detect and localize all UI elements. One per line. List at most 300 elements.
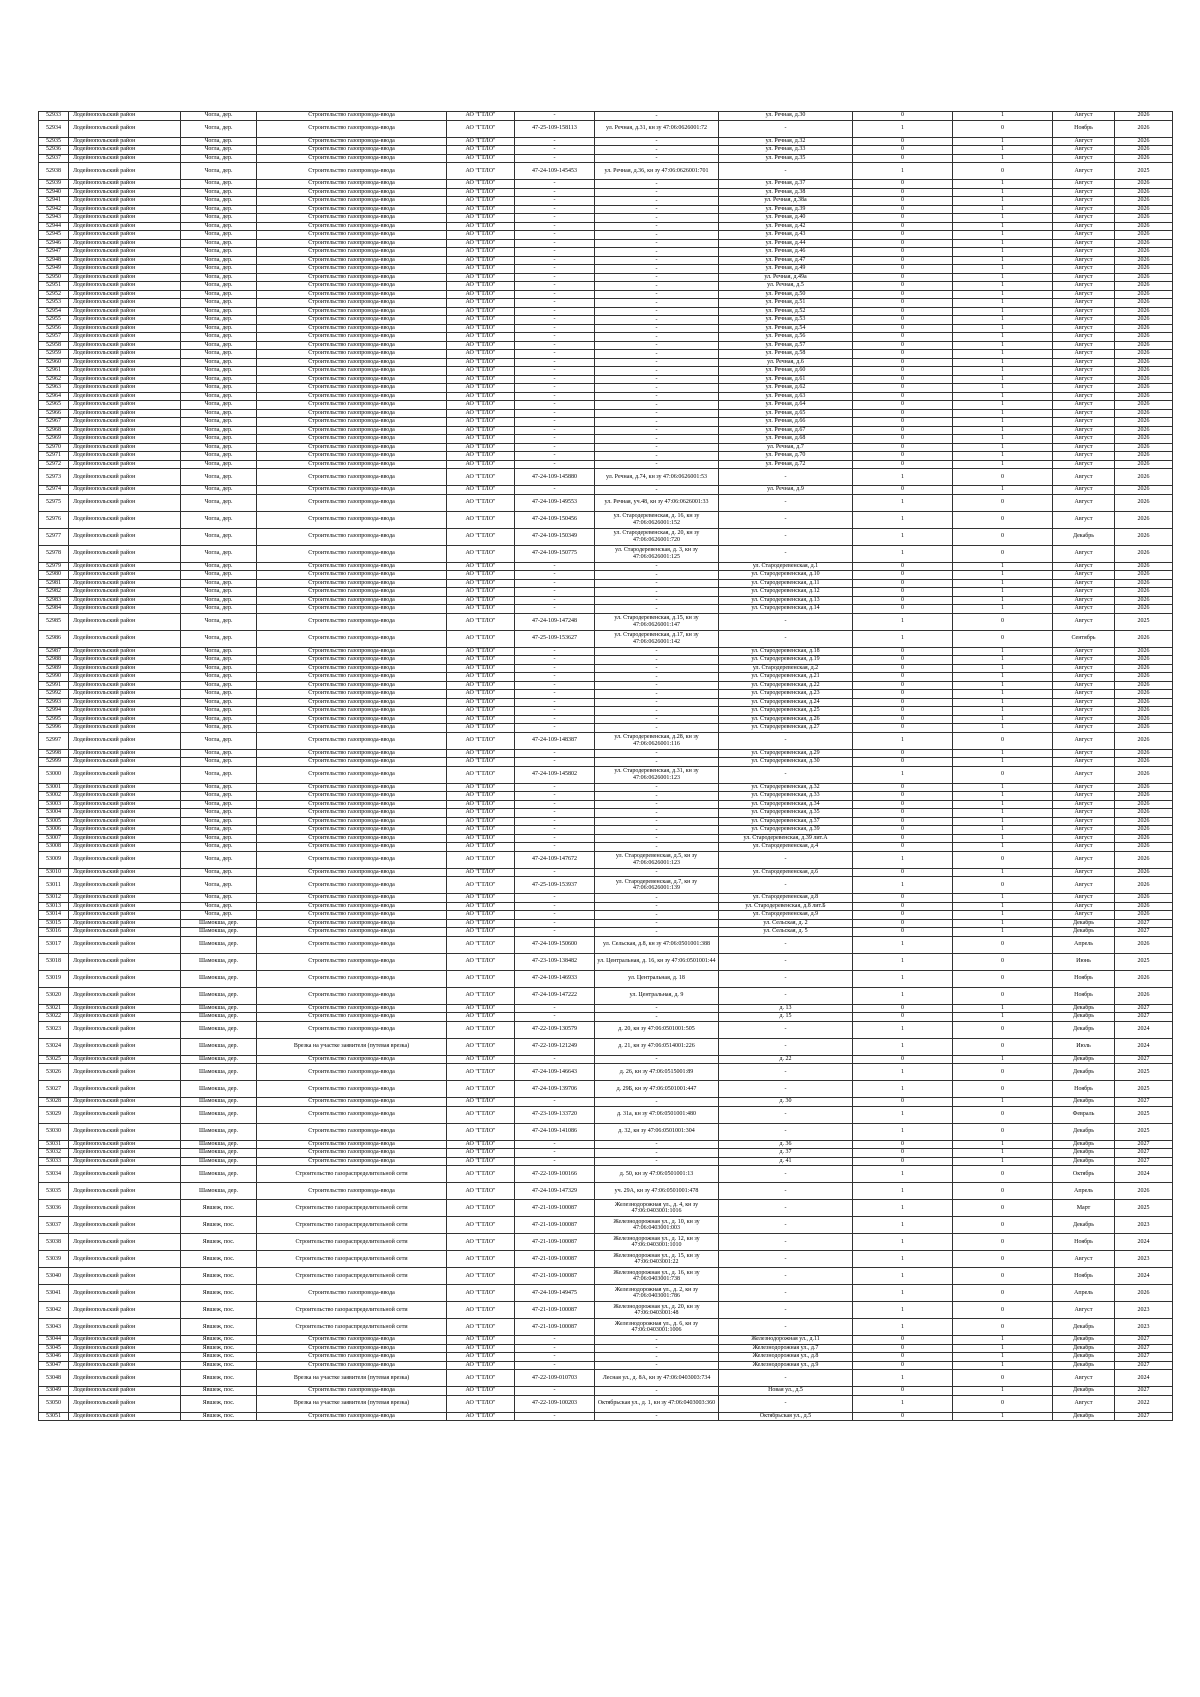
cell-year: 2026 xyxy=(1115,690,1173,699)
cell-work-type: Строительство газопровода-ввода xyxy=(257,180,447,189)
cell-district: Лодейнопольский район xyxy=(69,545,181,562)
table-row xyxy=(39,494,1173,511)
cell-work-type: Строительство газопровода-ввода xyxy=(257,894,447,903)
cell-work-type: Строительство газопровода-ввода xyxy=(257,214,447,223)
cell-year: 2023 xyxy=(1115,1217,1173,1234)
table-row xyxy=(39,843,1173,852)
cell-year: 2027 xyxy=(1115,1013,1173,1022)
cell-address: ул. Речная, д.40 xyxy=(719,214,853,223)
cell-application-number: 47-23-109-133720 xyxy=(515,1106,595,1123)
cell-organization: АО "ГТЛО" xyxy=(447,375,515,384)
cell-settlement: Чогла, дер. xyxy=(181,826,257,835)
cell-row-number: 53010 xyxy=(39,868,69,877)
cell-count-b: 1 xyxy=(953,656,1053,665)
cell-month: Август xyxy=(1053,690,1115,699)
cell-work-type: Строительство газопровода-ввода xyxy=(257,290,447,299)
cell-settlement: Шамокша, дер. xyxy=(181,919,257,928)
cell-application-number: 47-24-109-149553 xyxy=(515,494,595,511)
cell-row-number: 53011 xyxy=(39,877,69,894)
cell-settlement: Чогла, дер. xyxy=(181,163,257,180)
cell-settlement: Чогла, дер. xyxy=(181,418,257,427)
cell-settlement: Чогла, дер. xyxy=(181,469,257,486)
cell-settlement: Чогла, дер. xyxy=(181,783,257,792)
cell-application-number: - xyxy=(515,324,595,333)
cell-district: Лодейнопольский район xyxy=(69,792,181,801)
cell-work-type: Строительство газопровода-ввода xyxy=(257,851,447,868)
table-row xyxy=(39,1038,1173,1055)
cell-year: 2026 xyxy=(1115,647,1173,656)
cell-organization: АО "ГТЛО" xyxy=(447,1412,515,1421)
cell-organization: АО "ГТЛО" xyxy=(447,928,515,937)
cell-cadastral-address: - xyxy=(595,180,719,189)
cell-organization: АО "ГТЛО" xyxy=(447,418,515,427)
table-row xyxy=(39,834,1173,843)
table-row xyxy=(39,758,1173,767)
cell-count-a: 1 xyxy=(853,732,953,749)
table-row xyxy=(39,367,1173,376)
cell-work-type: Строительство газопровода-ввода xyxy=(257,350,447,359)
cell-address: д. 36 xyxy=(719,1140,853,1149)
cell-organization: АО "ГТЛО" xyxy=(447,469,515,486)
cell-year: 2026 xyxy=(1115,707,1173,716)
cell-month: Август xyxy=(1053,341,1115,350)
cell-application-number: - xyxy=(515,1098,595,1107)
cell-month: Август xyxy=(1053,732,1115,749)
cell-settlement: Шамокша, дер. xyxy=(181,1106,257,1123)
cell-cadastral-address: Железнодорожная ул., д. 16, кн зу 47:06:0403001:738 xyxy=(595,1268,719,1285)
cell-cadastral-address: - xyxy=(595,248,719,257)
cell-address: ул. Стародеревенская, д.14 xyxy=(719,605,853,614)
cell-application-number: - xyxy=(515,231,595,240)
table-row xyxy=(39,248,1173,257)
cell-application-number: - xyxy=(515,205,595,214)
cell-application-number: - xyxy=(515,197,595,206)
cell-work-type: Строительство газопровода-ввода xyxy=(257,197,447,206)
cell-work-type: Строительство газопровода-ввода xyxy=(257,163,447,180)
cell-address: ул. Стародеревенская, д.34 xyxy=(719,800,853,809)
table-row xyxy=(39,1336,1173,1345)
table-row xyxy=(39,707,1173,716)
cell-year: 2026 xyxy=(1115,894,1173,903)
cell-row-number: 52933 xyxy=(39,112,69,121)
cell-month: Август xyxy=(1053,715,1115,724)
cell-district: Лодейнопольский район xyxy=(69,868,181,877)
table-row xyxy=(39,732,1173,749)
cell-address: Новая ул., д.5 xyxy=(719,1387,853,1396)
cell-district: Лодейнопольский район xyxy=(69,486,181,495)
cell-cadastral-address: - xyxy=(595,1157,719,1166)
cell-year: 2027 xyxy=(1115,919,1173,928)
cell-district: Лодейнопольский район xyxy=(69,673,181,682)
cell-work-type: Строительство газораспределительной сети xyxy=(257,1166,447,1183)
cell-count-b: 0 xyxy=(953,1166,1053,1183)
cell-count-a: 0 xyxy=(853,1336,953,1345)
cell-cadastral-address: - xyxy=(595,894,719,903)
cell-month: Август xyxy=(1053,358,1115,367)
cell-cadastral-address: Железнодорожная ул., д. 15, кн зу 47:06:0403001:22 xyxy=(595,1251,719,1268)
cell-count-a: 0 xyxy=(853,1140,953,1149)
table-row xyxy=(39,222,1173,231)
cell-count-b: 1 xyxy=(953,231,1053,240)
cell-organization: АО "ГТЛО" xyxy=(447,1123,515,1140)
cell-organization: АО "ГТЛО" xyxy=(447,350,515,359)
cell-count-a: 0 xyxy=(853,1412,953,1421)
cell-count-a: 0 xyxy=(853,1361,953,1370)
cell-cadastral-address: - xyxy=(595,749,719,758)
cell-address: - xyxy=(719,545,853,562)
cell-count-a: 1 xyxy=(853,936,953,953)
cell-work-type: Строительство газопровода-ввода xyxy=(257,299,447,308)
cell-address: - xyxy=(719,851,853,868)
cell-cadastral-address: - xyxy=(595,783,719,792)
table-row xyxy=(39,894,1173,903)
table-row xyxy=(39,868,1173,877)
cell-work-type: Строительство газопровода-ввода xyxy=(257,494,447,511)
cell-work-type: Строительство газопровода-ввода xyxy=(257,392,447,401)
cell-organization: АО "ГТЛО" xyxy=(447,894,515,903)
cell-district: Лодейнопольский район xyxy=(69,367,181,376)
cell-application-number: - xyxy=(515,1387,595,1396)
cell-count-b: 0 xyxy=(953,1370,1053,1387)
cell-work-type: Строительство газопровода-ввода xyxy=(257,469,447,486)
cell-application-number: - xyxy=(515,834,595,843)
cell-row-number: 52987 xyxy=(39,647,69,656)
cell-work-type: Строительство газопровода-ввода xyxy=(257,911,447,920)
cell-organization: АО "ГТЛО" xyxy=(447,690,515,699)
cell-application-number: 47-24-109-148387 xyxy=(515,732,595,749)
cell-year: 2025 xyxy=(1115,163,1173,180)
cell-district: Лодейнопольский район xyxy=(69,146,181,155)
cell-district: Лодейнопольский район xyxy=(69,222,181,231)
cell-count-b: 1 xyxy=(953,724,1053,733)
cell-count-b: 1 xyxy=(953,426,1053,435)
cell-month: Август xyxy=(1053,222,1115,231)
cell-cadastral-address: - xyxy=(595,333,719,342)
cell-count-a: 0 xyxy=(853,1013,953,1022)
cell-organization: АО "ГТЛО" xyxy=(447,528,515,545)
cell-count-b: 1 xyxy=(953,443,1053,452)
cell-district: Лодейнопольский район xyxy=(69,452,181,461)
cell-year: 2026 xyxy=(1115,1183,1173,1200)
cell-month: Август xyxy=(1053,588,1115,597)
cell-application-number: - xyxy=(515,690,595,699)
cell-count-b: 1 xyxy=(953,350,1053,359)
cell-work-type: Строительство газопровода-ввода xyxy=(257,205,447,214)
cell-year: 2026 xyxy=(1115,222,1173,231)
cell-settlement: Чогла, дер. xyxy=(181,231,257,240)
cell-settlement: Явшеж, пос. xyxy=(181,1217,257,1234)
cell-settlement: Чогла, дер. xyxy=(181,834,257,843)
cell-settlement: Шамокша, дер. xyxy=(181,1038,257,1055)
cell-district: Лодейнопольский район xyxy=(69,732,181,749)
cell-count-a: 1 xyxy=(853,1285,953,1302)
cell-settlement: Чогла, дер. xyxy=(181,197,257,206)
cell-count-b: 0 xyxy=(953,1200,1053,1217)
cell-application-number: - xyxy=(515,928,595,937)
cell-settlement: Чогла, дер. xyxy=(181,341,257,350)
cell-row-number: 53004 xyxy=(39,809,69,818)
cell-work-type: Строительство газопровода-ввода xyxy=(257,307,447,316)
cell-district: Лодейнопольский район xyxy=(69,273,181,282)
cell-count-a: 0 xyxy=(853,460,953,469)
cell-cadastral-address: - xyxy=(595,231,719,240)
cell-organization: АО "ГТЛО" xyxy=(447,222,515,231)
cell-address: ул. Речная, д.37 xyxy=(719,180,853,189)
cell-row-number: 52943 xyxy=(39,214,69,223)
cell-count-b: 0 xyxy=(953,469,1053,486)
cell-year: 2026 xyxy=(1115,732,1173,749)
cell-year: 2025 xyxy=(1115,1123,1173,1140)
cell-settlement: Чогла, дер. xyxy=(181,112,257,121)
cell-application-number: - xyxy=(515,843,595,852)
cell-row-number: 52992 xyxy=(39,690,69,699)
cell-cadastral-address: - xyxy=(595,146,719,155)
cell-organization: АО "ГТЛО" xyxy=(447,656,515,665)
cell-cadastral-address: - xyxy=(595,902,719,911)
cell-work-type: Строительство газораспределительной сети xyxy=(257,1200,447,1217)
cell-work-type: Строительство газопровода-ввода xyxy=(257,443,447,452)
cell-work-type: Строительство газопровода-ввода xyxy=(257,919,447,928)
table-row xyxy=(39,970,1173,987)
cell-count-a: 1 xyxy=(853,120,953,137)
cell-month: Декабрь xyxy=(1053,1013,1115,1022)
table-row xyxy=(39,426,1173,435)
cell-settlement: Чогла, дер. xyxy=(181,681,257,690)
cell-organization: АО "ГТЛО" xyxy=(447,936,515,953)
cell-year: 2026 xyxy=(1115,341,1173,350)
cell-row-number: 53046 xyxy=(39,1353,69,1362)
cell-address: - xyxy=(719,1234,853,1251)
cell-month: Август xyxy=(1053,375,1115,384)
cell-count-a: 1 xyxy=(853,953,953,970)
cell-application-number: - xyxy=(515,350,595,359)
cell-cadastral-address: ул. Сельская, д.8, кн зу 47:06:0501001:388 xyxy=(595,936,719,953)
cell-district: Лодейнопольский район xyxy=(69,605,181,614)
cell-application-number: 47-21-109-100087 xyxy=(515,1200,595,1217)
cell-cadastral-address: д. 26, кн зу 47:06:0515001:89 xyxy=(595,1064,719,1081)
cell-application-number: - xyxy=(515,299,595,308)
cell-year: 2024 xyxy=(1115,1268,1173,1285)
cell-work-type: Строительство газопровода-ввода xyxy=(257,1157,447,1166)
cell-work-type: Строительство газопровода-ввода xyxy=(257,409,447,418)
cell-count-b: 1 xyxy=(953,698,1053,707)
cell-work-type: Строительство газопровода-ввода xyxy=(257,112,447,121)
cell-work-type: Строительство газопровода-ввода xyxy=(257,1353,447,1362)
cell-organization: АО "ГТЛО" xyxy=(447,1149,515,1158)
cell-organization: АО "ГТЛО" xyxy=(447,1055,515,1064)
cell-cadastral-address: - xyxy=(595,299,719,308)
cell-month: Август xyxy=(1053,367,1115,376)
cell-year: 2026 xyxy=(1115,800,1173,809)
table-row xyxy=(39,1064,1173,1081)
cell-application-number: 47-24-109-150775 xyxy=(515,545,595,562)
cell-application-number: - xyxy=(515,401,595,410)
table-row xyxy=(39,1234,1173,1251)
table-row xyxy=(39,1353,1173,1362)
cell-cadastral-address: - xyxy=(595,154,719,163)
cell-address: - xyxy=(719,1183,853,1200)
cell-year: 2026 xyxy=(1115,605,1173,614)
cell-row-number: 52972 xyxy=(39,460,69,469)
cell-cadastral-address: - xyxy=(595,273,719,282)
cell-address: - xyxy=(719,1217,853,1234)
cell-row-number: 53038 xyxy=(39,1234,69,1251)
cell-count-b: 0 xyxy=(953,1081,1053,1098)
cell-month: Август xyxy=(1053,605,1115,614)
cell-address: ул. Речная, д.43 xyxy=(719,231,853,240)
cell-address: ул. Речная, д.52 xyxy=(719,307,853,316)
cell-address: ул. Речная, д.64 xyxy=(719,401,853,410)
cell-work-type: Строительство газопровода-ввода xyxy=(257,239,447,248)
cell-cadastral-address: - xyxy=(595,664,719,673)
table-row xyxy=(39,350,1173,359)
cell-organization: АО "ГТЛО" xyxy=(447,851,515,868)
cell-settlement: Чогла, дер. xyxy=(181,120,257,137)
cell-row-number: 52935 xyxy=(39,137,69,146)
cell-application-number: 47-24-109-150456 xyxy=(515,511,595,528)
cell-application-number: - xyxy=(515,749,595,758)
cell-count-b: 1 xyxy=(953,333,1053,342)
cell-row-number: 53041 xyxy=(39,1285,69,1302)
cell-count-b: 1 xyxy=(953,1055,1053,1064)
cell-month: Август xyxy=(1053,843,1115,852)
cell-month: Август xyxy=(1053,163,1115,180)
cell-cadastral-address: д. 20, кн зу 47:06:0501001:505 xyxy=(595,1021,719,1038)
cell-cadastral-address: ул. Речная, д.31, кн зу 47:06:0626001:72 xyxy=(595,120,719,137)
cell-count-a: 1 xyxy=(853,1395,953,1412)
cell-year: 2026 xyxy=(1115,724,1173,733)
cell-address: - xyxy=(719,511,853,528)
cell-month: Август xyxy=(1053,851,1115,868)
cell-count-a: 1 xyxy=(853,1302,953,1319)
table-row xyxy=(39,605,1173,614)
cell-work-type: Строительство газопровода-ввода xyxy=(257,596,447,605)
cell-settlement: Чогла, дер. xyxy=(181,902,257,911)
cell-district: Лодейнопольский район xyxy=(69,1021,181,1038)
cell-year: 2026 xyxy=(1115,205,1173,214)
cell-count-b: 1 xyxy=(953,418,1053,427)
cell-application-number: - xyxy=(515,1412,595,1421)
cell-count-b: 0 xyxy=(953,120,1053,137)
cell-address: ул. Стародеревенская, д.13 xyxy=(719,596,853,605)
cell-organization: АО "ГТЛО" xyxy=(447,970,515,987)
cell-address: - xyxy=(719,953,853,970)
table-row xyxy=(39,928,1173,937)
cell-row-number: 52971 xyxy=(39,452,69,461)
cell-row-number: 53029 xyxy=(39,1106,69,1123)
cell-district: Лодейнопольский район xyxy=(69,469,181,486)
cell-settlement: Явшеж, пос. xyxy=(181,1234,257,1251)
cell-district: Лодейнопольский район xyxy=(69,1055,181,1064)
cell-district: Лодейнопольский район xyxy=(69,656,181,665)
cell-work-type: Строительство газопровода-ввода xyxy=(257,928,447,937)
cell-organization: АО "ГТЛО" xyxy=(447,877,515,894)
cell-address: - xyxy=(719,1064,853,1081)
cell-settlement: Чогла, дер. xyxy=(181,188,257,197)
cell-district: Лодейнопольский район xyxy=(69,664,181,673)
cell-cadastral-address: уч. 29А, кн зу 47:06:0501001:478 xyxy=(595,1183,719,1200)
cell-count-b: 1 xyxy=(953,401,1053,410)
cell-settlement: Чогла, дер. xyxy=(181,673,257,682)
cell-row-number: 52974 xyxy=(39,486,69,495)
cell-month: Февраль xyxy=(1053,1106,1115,1123)
cell-count-a: 0 xyxy=(853,724,953,733)
table-row xyxy=(39,1055,1173,1064)
cell-district: Лодейнопольский район xyxy=(69,1081,181,1098)
cell-application-number: - xyxy=(515,265,595,274)
cell-work-type: Строительство газопровода-ввода xyxy=(257,324,447,333)
cell-address: д. 30 xyxy=(719,1098,853,1107)
cell-organization: АО "ГТЛО" xyxy=(447,562,515,571)
cell-organization: АО "ГТЛО" xyxy=(447,647,515,656)
cell-count-a: 0 xyxy=(853,358,953,367)
cell-application-number: - xyxy=(515,1344,595,1353)
table-row xyxy=(39,902,1173,911)
cell-organization: АО "ГТЛО" xyxy=(447,1157,515,1166)
cell-cadastral-address: ул. Речная, д.74, кн зу 47:06:0626001:53 xyxy=(595,469,719,486)
cell-cadastral-address: - xyxy=(595,443,719,452)
cell-district: Лодейнопольский район xyxy=(69,588,181,597)
cell-settlement: Чогла, дер. xyxy=(181,588,257,597)
cell-year: 2027 xyxy=(1115,1361,1173,1370)
cell-year: 2026 xyxy=(1115,511,1173,528)
cell-month: Декабрь xyxy=(1053,1064,1115,1081)
cell-year: 2026 xyxy=(1115,426,1173,435)
cell-district: Лодейнопольский район xyxy=(69,494,181,511)
cell-organization: АО "ГТЛО" xyxy=(447,426,515,435)
cell-settlement: Шамокша, дер. xyxy=(181,1157,257,1166)
cell-application-number: - xyxy=(515,392,595,401)
cell-count-a: 0 xyxy=(853,282,953,291)
cell-year: 2026 xyxy=(1115,877,1173,894)
cell-application-number: - xyxy=(515,1055,595,1064)
cell-settlement: Чогла, дер. xyxy=(181,613,257,630)
cell-application-number: - xyxy=(515,341,595,350)
cell-organization: АО "ГТЛО" xyxy=(447,1319,515,1336)
cell-application-number: 47-21-109-100087 xyxy=(515,1217,595,1234)
cell-application-number: - xyxy=(515,707,595,716)
cell-count-a: 0 xyxy=(853,435,953,444)
cell-cadastral-address: - xyxy=(595,647,719,656)
cell-cadastral-address: - xyxy=(595,758,719,767)
cell-count-a: 0 xyxy=(853,919,953,928)
cell-count-b: 1 xyxy=(953,239,1053,248)
cell-month: Декабрь xyxy=(1053,1055,1115,1064)
cell-address: ул. Стародеревенская, д.37 xyxy=(719,817,853,826)
cell-year: 2026 xyxy=(1115,579,1173,588)
cell-month: Август xyxy=(1053,316,1115,325)
cell-application-number: - xyxy=(515,367,595,376)
cell-month: Август xyxy=(1053,299,1115,308)
cell-settlement: Шамокша, дер. xyxy=(181,1166,257,1183)
cell-count-a: 0 xyxy=(853,809,953,818)
cell-year: 2026 xyxy=(1115,214,1173,223)
cell-count-b: 1 xyxy=(953,154,1053,163)
table-row xyxy=(39,392,1173,401)
table-row xyxy=(39,469,1173,486)
cell-district: Лодейнопольский район xyxy=(69,392,181,401)
cell-application-number: - xyxy=(515,673,595,682)
cell-work-type: Строительство газопровода-ввода xyxy=(257,630,447,647)
table-row xyxy=(39,358,1173,367)
cell-cadastral-address: - xyxy=(595,384,719,393)
cell-row-number: 53043 xyxy=(39,1319,69,1336)
cell-count-b: 0 xyxy=(953,877,1053,894)
cell-organization: АО "ГТЛО" xyxy=(447,248,515,257)
cell-settlement: Чогла, дер. xyxy=(181,596,257,605)
cell-address: д. 15 xyxy=(719,1013,853,1022)
cell-cadastral-address: - xyxy=(595,724,719,733)
